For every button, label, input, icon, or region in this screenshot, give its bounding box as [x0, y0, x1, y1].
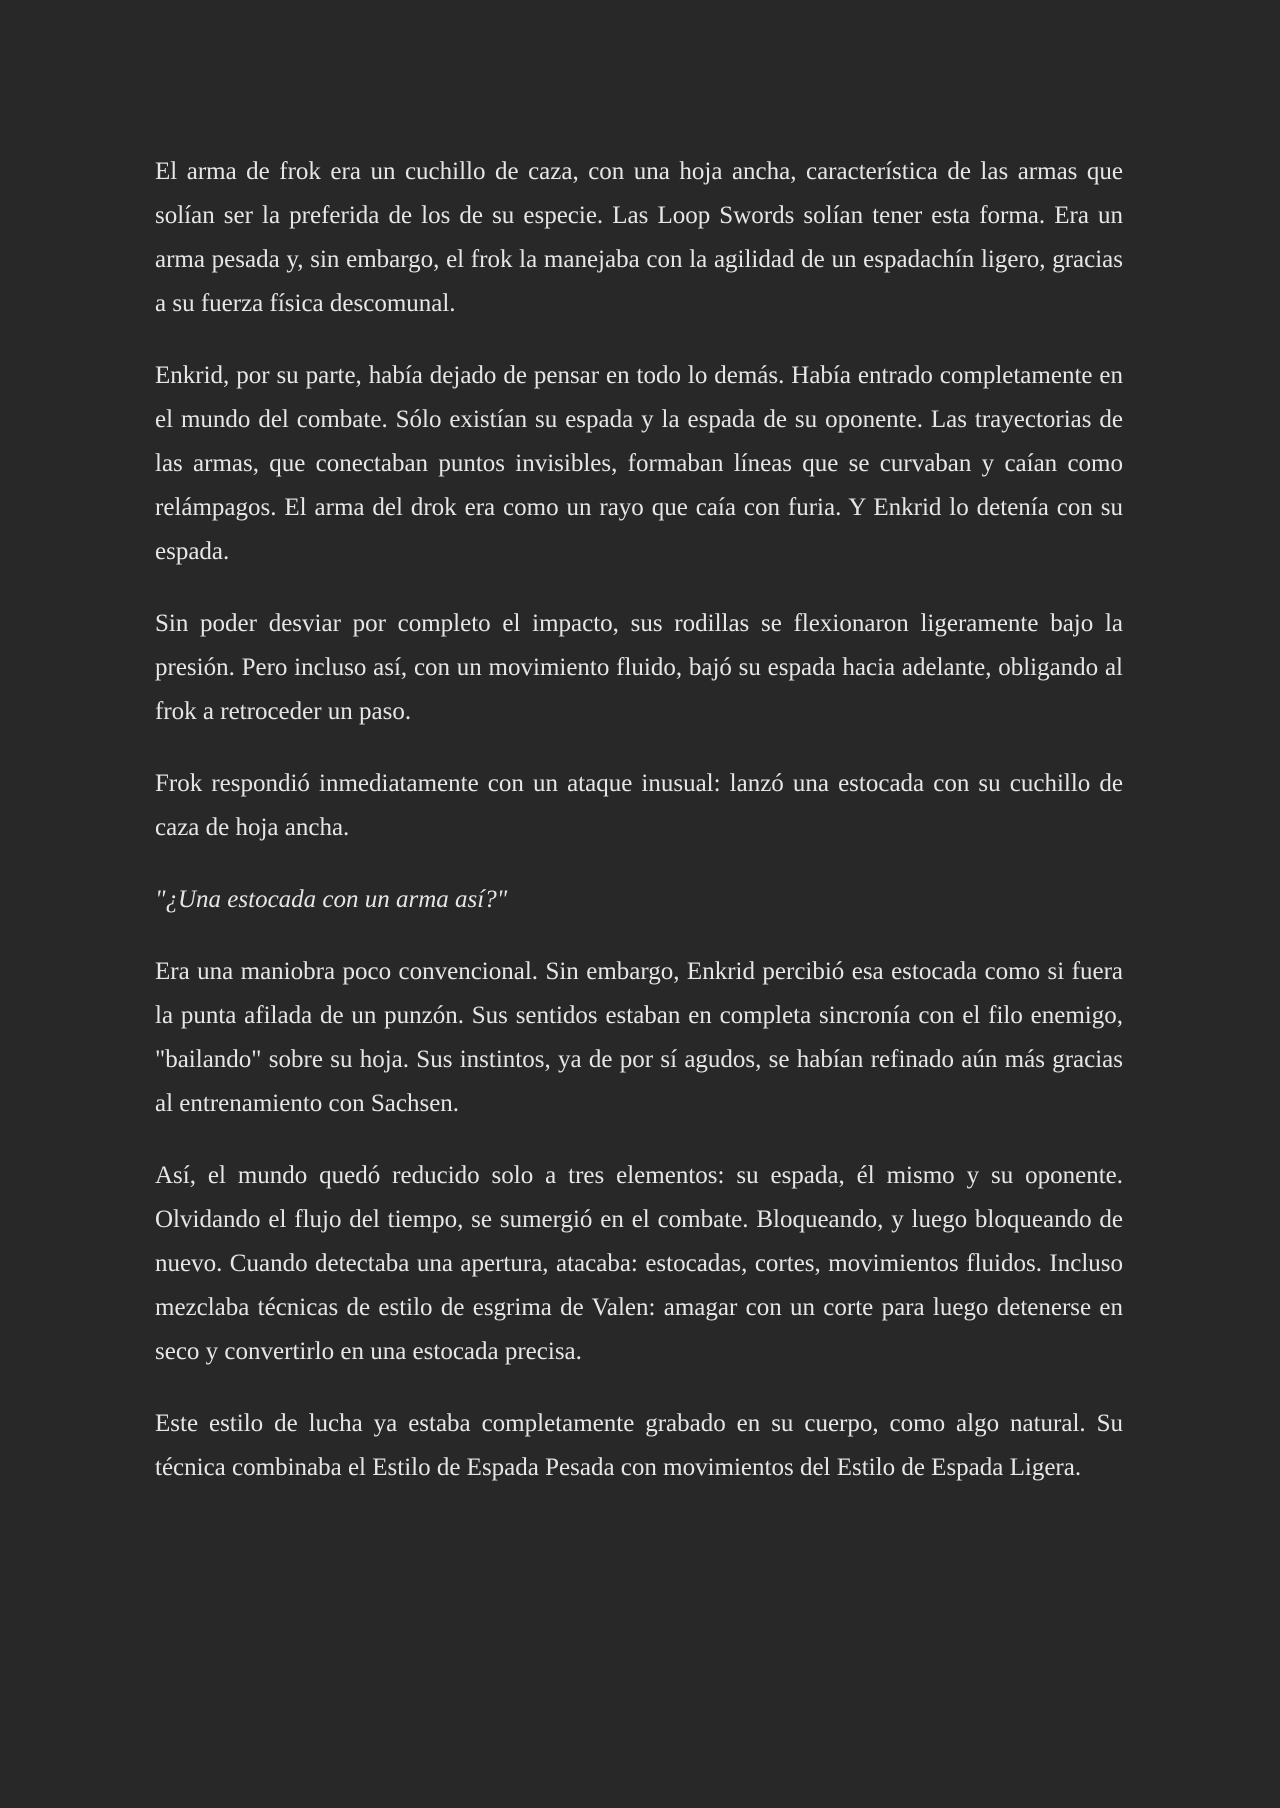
paragraph-4: Frok respondió inmediatamente con un ataque inusual: lanzó una estocada con su cuchillo de caza de hoja ancha. — [155, 770, 1123, 841]
reader-content — [155, 150, 1123, 1518]
paragraph-3: Sin poder desviar por completo el impacto, sus rodillas se flexionaron ligeramente bajo la presión. Pero incluso así, con un movimiento fluido, bajó su espada hacia adelante, obligando al frok a retroceder un paso. — [155, 610, 1123, 725]
paragraph-thought: "¿Una estocada con un arma así?" — [155, 886, 508, 913]
paragraph-7: Así, el mundo quedó reducido solo a tres elementos: su espada, él mismo y su oponente. Olvidando el flujo del tiempo, se sumergió en el combate. Bloqueando, y luego bloqueando de nuevo. Cuando detectaba una apertura, atacaba: estocadas, cortes, movimientos fluidos. Incluso mezclaba técnicas de estilo de esgrima de Valen: amagar con un corte para luego detenerse en seco y convertirlo en una estocada precisa. — [155, 1162, 1123, 1365]
paragraph-2: Enkrid, por su parte, había dejado de pensar en todo lo demás. Había entrado completamente en el mundo del combate. Sólo existían su espada y la espada de su oponente. Las trayectorias de las armas, que conectaban puntos invisibles, formaban líneas que se curvaban y caían como relámpagos. El arma del drok era como un rayo que caía con furia. Y Enkrid lo detenía con su espada. — [155, 362, 1123, 565]
paragraph-8: Este estilo de lucha ya estaba completamente grabado en su cuerpo, como algo natural. Su técnica combinaba el Estilo de Espada Pesada con movimientos del Estilo de Espada Ligera. — [155, 1410, 1123, 1481]
paragraph-1: El arma de frok era un cuchillo de caza, con una hoja ancha, característica de las armas que solían ser la preferida de los de su especie. Las Loop Swords solían tener esta forma. Era un arma pesada y, sin embargo, el frok la manejaba con la agilidad de un espadachín ligero, gracias a su fuerza física descomunal. — [155, 158, 1123, 317]
paragraph-6: Era una maniobra poco convencional. Sin embargo, Enkrid percibió esa estocada como si fuera la punta afilada de un punzón. Sus sentidos estaban en completa sincronía con el filo enemigo, "bailando" sobre su hoja. Sus instintos, ya de por sí agudos, se habían refinado aún más gracias al entrenamiento con Sachsen. — [155, 958, 1123, 1117]
